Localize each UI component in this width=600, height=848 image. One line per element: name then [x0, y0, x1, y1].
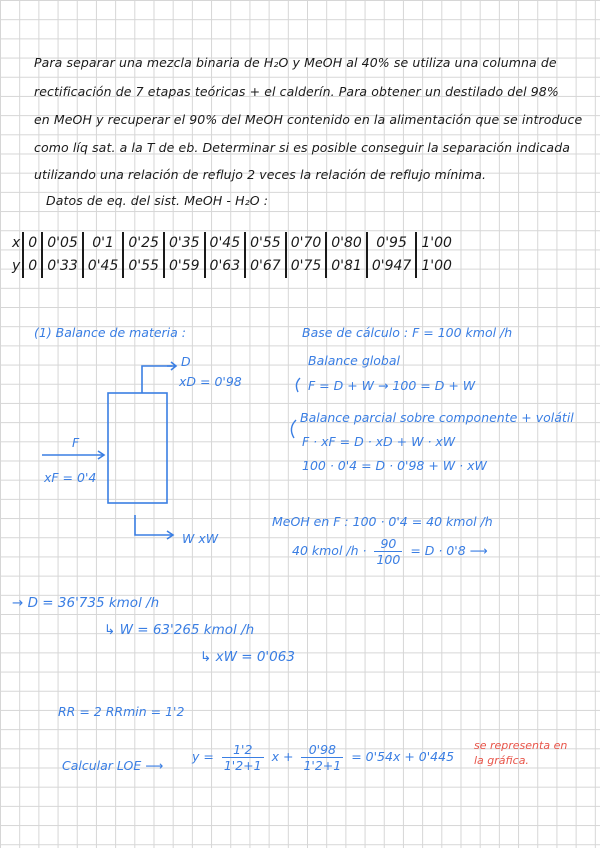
slope-numerator: 1'2	[222, 742, 264, 758]
recovery-denominator: 100	[376, 552, 401, 567]
y-equals: y =	[192, 749, 214, 764]
reflux-ratio-equation: RR = 2 RRmin = 1'2	[58, 704, 185, 719]
data-heading: Datos de eq. del sist. MeOH - H₂O :	[46, 193, 269, 208]
bottoms-composition-result: ↳ xW = 0'063	[200, 649, 295, 665]
brace-partial	[291, 420, 296, 438]
x-value: 0'55	[245, 232, 286, 255]
x-value: 0	[23, 232, 42, 255]
graph-note: se representa en la gráfica.	[474, 739, 568, 767]
y-value: 0	[23, 255, 42, 278]
y-value: 0'59	[164, 255, 205, 278]
feed-label: F	[72, 435, 80, 450]
y-value: 0'45	[83, 255, 124, 278]
partial-balance-label: Balance parcial sobre componente + volátil	[300, 410, 574, 425]
y-value: 0'33	[42, 255, 83, 278]
recovery-right: = D · 0'8 ⟶	[410, 543, 488, 558]
problem-line-4: como líq sat. a la T de eb. Determinar si es posible conseguir la separación indicada	[34, 140, 570, 155]
y-value: 0'67	[245, 255, 286, 278]
distillate-result: → D = 36'735 kmol /h	[12, 595, 160, 611]
y-value: 0'75	[286, 255, 327, 278]
section1-heading: (1) Balance de materia :	[34, 325, 186, 340]
x-value: 0'25	[123, 232, 164, 255]
y-value: 0'81	[326, 255, 367, 278]
x-value: 0'1	[83, 232, 124, 255]
x-value: 0'95	[367, 232, 416, 255]
problem-line-5: utilizando una relación de reflujo 2 veces la relación de reflujo mínima.	[34, 167, 487, 182]
x-value: 0'70	[286, 232, 327, 255]
x-value: 0'80	[326, 232, 367, 255]
bottoms-result: ↳ W = 63'265 kmol /h	[104, 622, 255, 638]
intercept-denominator: 1'2+1	[303, 758, 342, 773]
x-value: 0'05	[42, 232, 83, 255]
x-plus: x +	[271, 749, 294, 764]
distillate-arrow	[167, 362, 176, 370]
y-label: y	[12, 258, 21, 274]
distillate-stream	[142, 366, 172, 393]
problem-line-2: rectificación de 7 etapas teóricas + el calderín. Para obtener un destilado del 98%	[34, 84, 559, 99]
x-value: 0'35	[164, 232, 205, 255]
x-value: 0'45	[205, 232, 246, 255]
bottoms-label: W xW	[182, 531, 219, 546]
recovery-fraction	[374, 536, 402, 567]
meoh-in-feed-equation: MeOH en F : 100 · 0'4 = 40 kmol /h	[272, 514, 493, 529]
intercept-numerator: 0'98	[301, 742, 343, 758]
y-value: 0'63	[205, 255, 246, 278]
global-balance-label: Balance global	[308, 353, 400, 368]
partial-balance-equation-2: 100 · 0'4 = D · 0'98 + W · xW	[302, 458, 487, 473]
x-label: x	[12, 235, 21, 251]
column-body	[108, 393, 167, 503]
problem-line-3: en MeOH y recuperar el 90% del MeOH contenido en la alimentación que se introduce	[34, 112, 583, 127]
intercept-fraction	[301, 742, 343, 773]
y-value: 1'00	[416, 255, 456, 278]
y-value: 0'55	[123, 255, 164, 278]
recovery-equation	[292, 536, 488, 567]
operating-line-result: = 0'54x + 0'445	[351, 749, 455, 764]
partial-balance-equation-1: F · xF = D · xD + W · xW	[302, 434, 456, 449]
recovery-left: 40 kmol /h ·	[292, 543, 367, 558]
distillate-label: D	[181, 354, 191, 369]
y-value: 0'947	[367, 255, 416, 278]
slope-fraction	[222, 742, 264, 773]
brace-global	[296, 378, 300, 392]
problem-line-1: Para separar una mezcla binaria de H₂O y MeOH al 40% se utiliza una columna de	[34, 55, 557, 70]
bottoms-stream	[135, 515, 172, 535]
recovery-numerator: 90	[374, 536, 402, 552]
global-balance-equation: F = D + W → 100 = D + W	[308, 378, 476, 393]
feed-composition: xF = 0'4	[44, 470, 97, 485]
basis-of-calculation: Base de cálculo : F = 100 kmol /h	[302, 325, 513, 340]
slope-denominator: 1'2+1	[223, 758, 262, 773]
operating-line-equation	[192, 742, 454, 773]
x-value: 1'00	[416, 232, 456, 255]
distillate-composition: xD = 0'98	[179, 374, 242, 389]
loe-label: Calcular LOE ⟶	[62, 758, 164, 773]
